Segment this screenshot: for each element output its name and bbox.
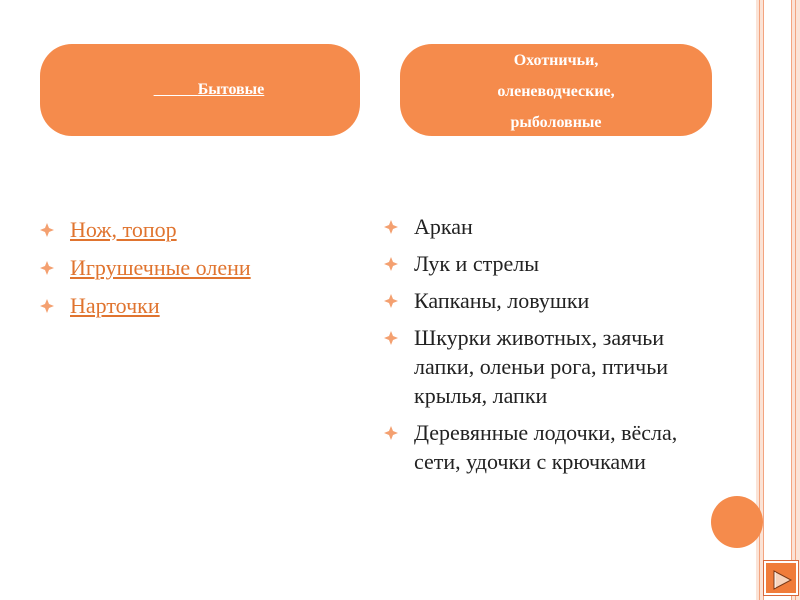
diamond-bullet-icon xyxy=(384,426,398,440)
list-item xyxy=(384,418,684,476)
diamond-bullet-icon xyxy=(40,223,54,237)
diamond-bullet-icon xyxy=(384,257,398,271)
diamond-bullet-icon xyxy=(40,261,54,275)
list-item-text: Аркан xyxy=(414,214,473,239)
list-item xyxy=(384,212,684,241)
list-item-text: Шкурки животных, заячьи лапки, оленьи рога, птичьи крылья, лапки xyxy=(414,325,669,408)
header-household-label: Бытовые xyxy=(197,81,265,98)
list-item xyxy=(384,323,684,410)
header-hunting-line-2: оленеводческие, xyxy=(497,82,615,100)
list-item xyxy=(384,249,684,278)
next-slide-button[interactable] xyxy=(764,561,798,595)
list-item-text: Деревянные лодочки, вёсла, сети, удочки с крючками xyxy=(414,420,678,474)
diamond-bullet-icon xyxy=(384,220,398,234)
list-item-link[interactable]: Нарточки xyxy=(70,293,160,318)
hunting-items-list xyxy=(384,212,684,484)
list-item-text: Капканы, ловушки xyxy=(414,288,590,313)
header-hunting xyxy=(400,44,712,136)
list-item-link[interactable]: Нож, топор xyxy=(70,217,177,242)
household-items-list xyxy=(40,215,360,329)
decorative-frame xyxy=(756,0,800,600)
header-hunting-line-1: Охотничьи, xyxy=(513,51,599,69)
list-item[interactable] xyxy=(40,291,360,321)
list-item[interactable] xyxy=(40,253,360,283)
next-slide-arrow-icon xyxy=(771,568,795,592)
diamond-bullet-icon xyxy=(384,294,398,308)
header-hunting-line-3: рыболовные xyxy=(510,113,602,131)
diamond-bullet-icon xyxy=(40,299,54,313)
diamond-bullet-icon xyxy=(384,331,398,345)
header-household xyxy=(40,44,360,136)
decorative-circle xyxy=(711,496,763,548)
list-item-link[interactable]: Игрушечные олени xyxy=(70,255,251,280)
list-item-text: Лук и стрелы xyxy=(414,251,540,276)
list-item[interactable] xyxy=(40,215,360,245)
list-item xyxy=(384,286,684,315)
